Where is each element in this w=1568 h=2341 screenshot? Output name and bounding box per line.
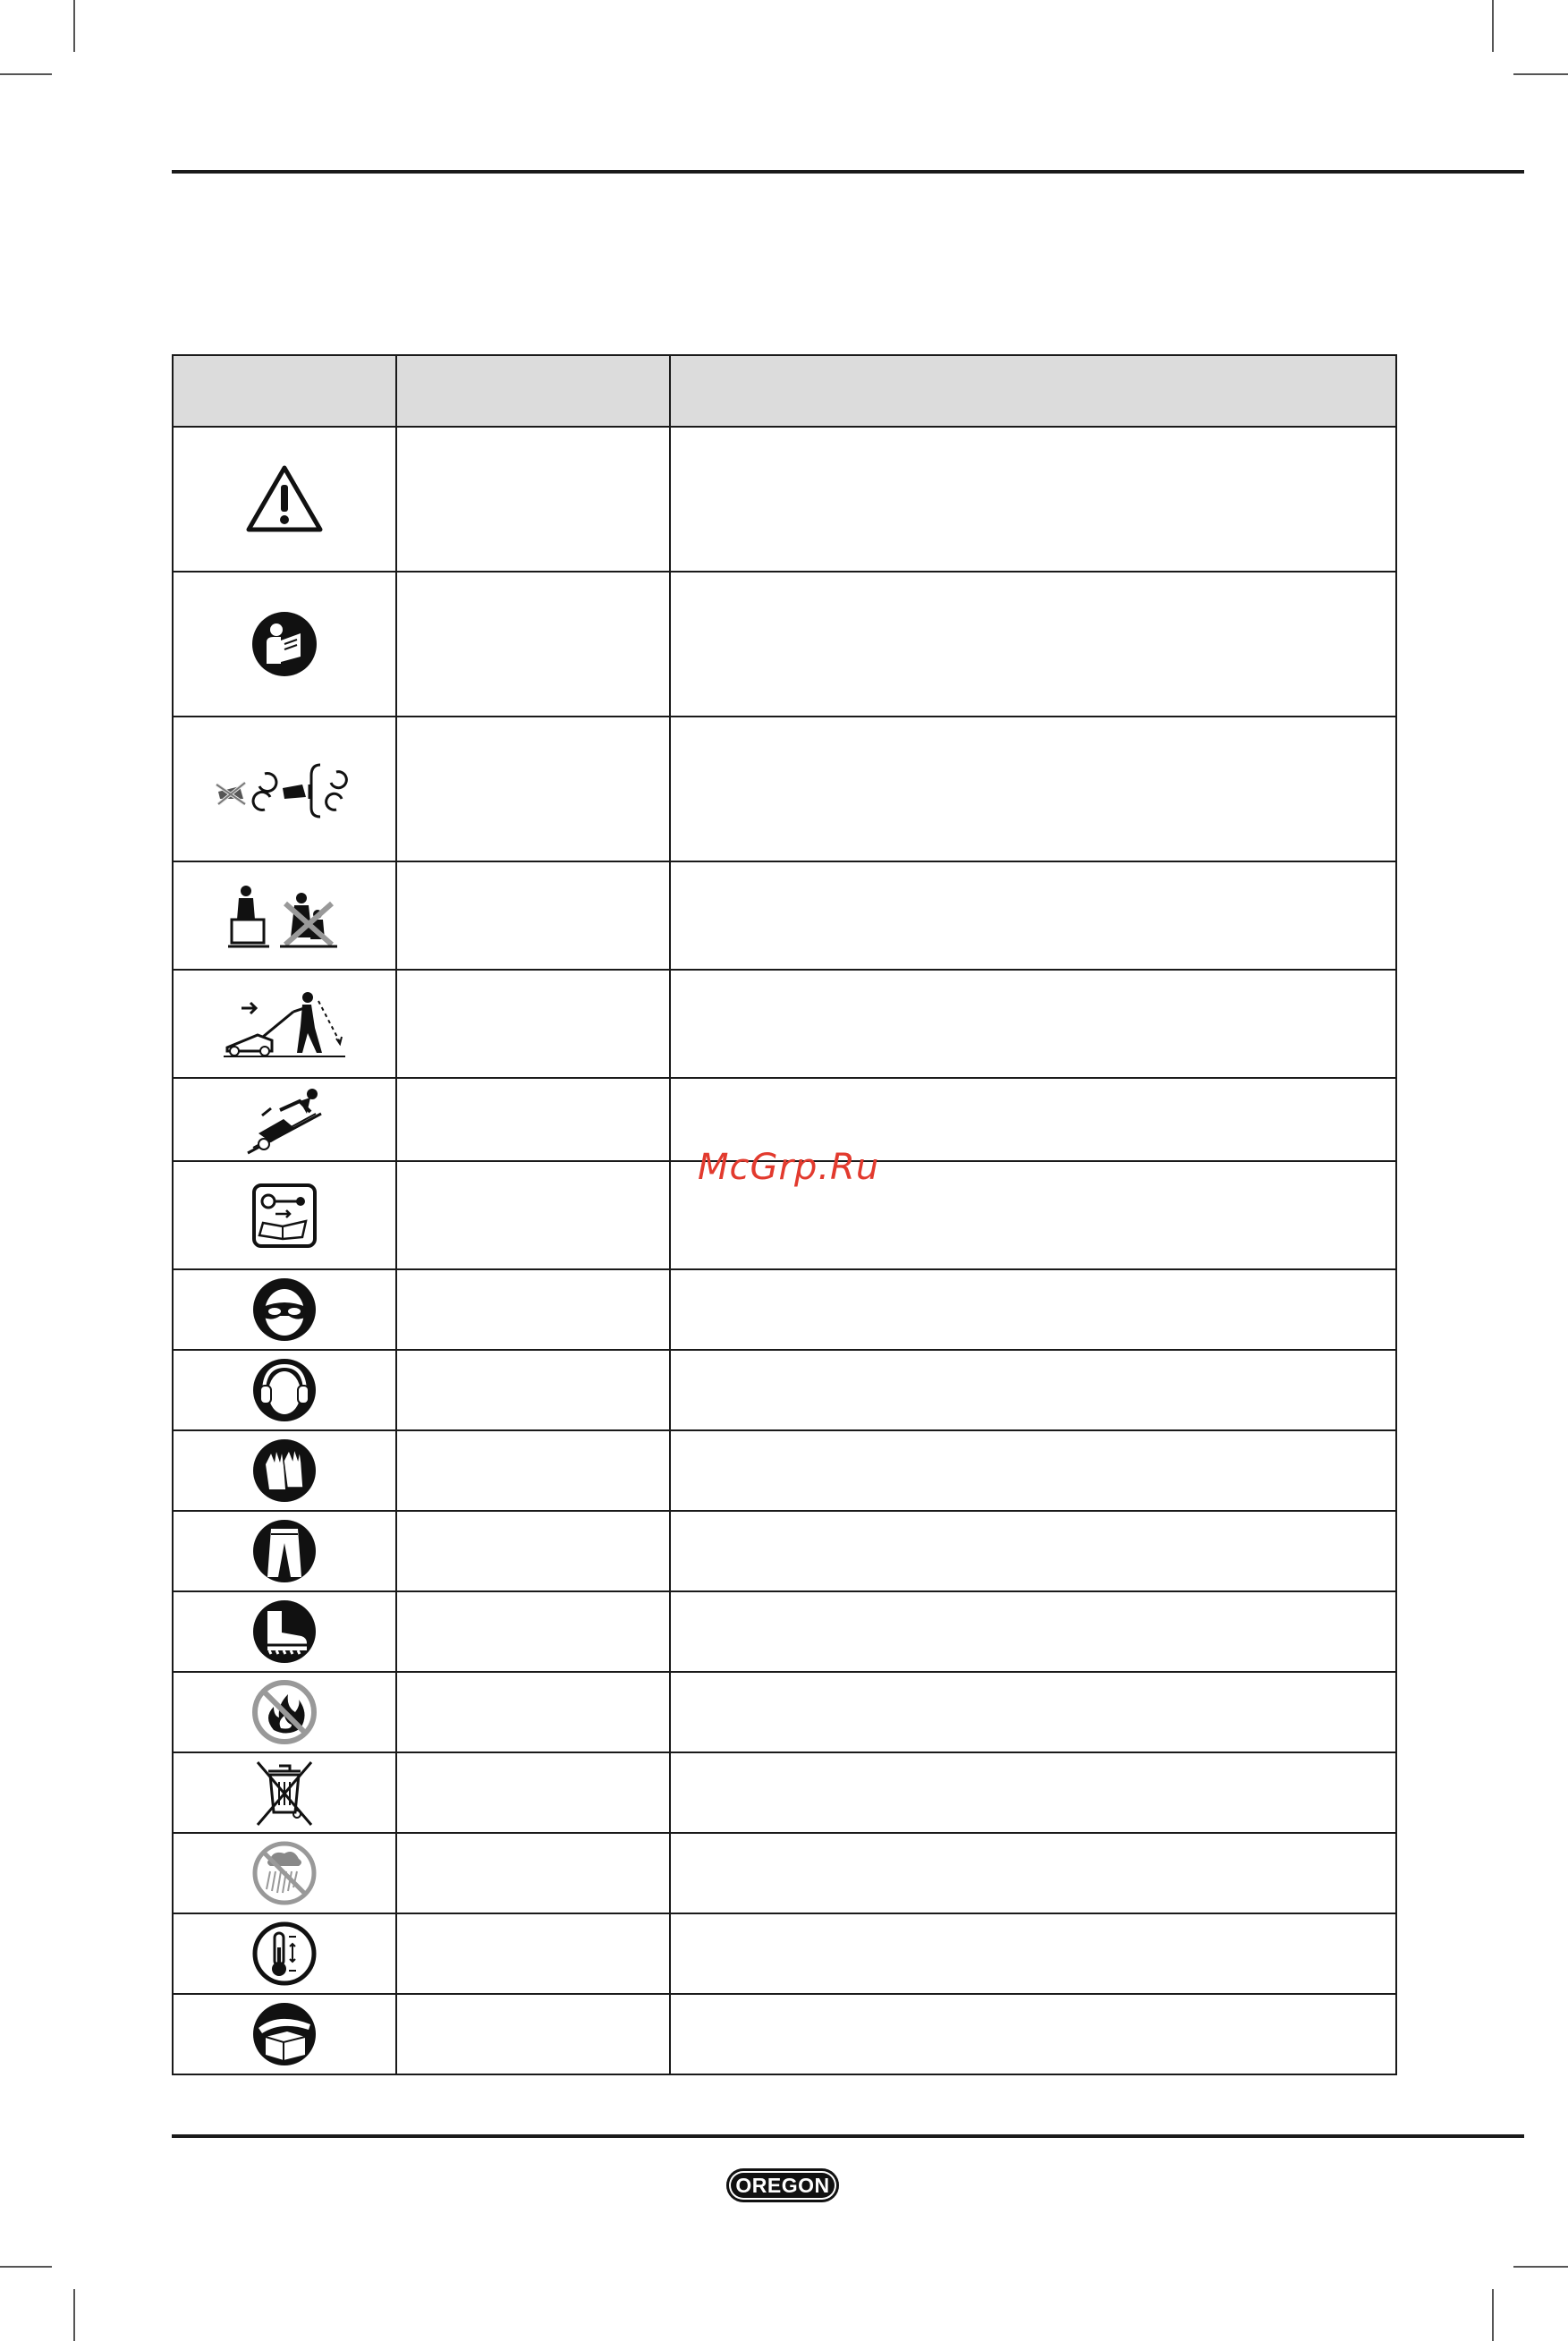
explanation-cell	[670, 1269, 1396, 1350]
table-row	[173, 572, 1396, 717]
crop-mark	[73, 0, 75, 52]
explanation-cell	[670, 861, 1396, 970]
meaning-cell	[396, 861, 670, 970]
symbol-cell	[173, 1994, 396, 2074]
thrown-objects-mower-icon	[174, 988, 395, 1060]
top-rule	[172, 170, 1524, 174]
symbol-cell	[173, 427, 396, 572]
table-row	[173, 1269, 1396, 1350]
meaning-cell	[396, 1833, 670, 1913]
crop-mark	[0, 2266, 52, 2268]
read-manual-icon	[174, 610, 395, 678]
symbol-cell	[173, 970, 396, 1078]
table-row	[173, 717, 1396, 861]
long-trousers-icon	[174, 1518, 395, 1584]
explanation-cell	[670, 717, 1396, 861]
symbols-table	[172, 354, 1397, 2075]
meaning-cell	[396, 1752, 670, 1833]
remove-key-read-manual-icon	[174, 1182, 395, 1250]
explanation-cell	[670, 1913, 1396, 1994]
meaning-cell	[396, 970, 670, 1078]
crop-mark	[1492, 0, 1494, 52]
explanation-cell	[670, 1430, 1396, 1511]
symbol-cell	[173, 861, 396, 970]
symbol-cell	[173, 572, 396, 717]
table-header-row	[173, 355, 1396, 427]
meaning-cell	[396, 1161, 670, 1269]
table-row	[173, 1591, 1396, 1672]
meaning-cell	[396, 1078, 670, 1161]
symbol-cell	[173, 1913, 396, 1994]
meaning-cell	[396, 1994, 670, 2074]
header-explanation	[670, 355, 1396, 427]
meaning-cell	[396, 1672, 670, 1752]
symbol-cell	[173, 1269, 396, 1350]
explanation-cell	[670, 1511, 1396, 1591]
symbol-cell	[173, 1591, 396, 1672]
watermark: McGrp.Ru	[698, 1147, 880, 1188]
meaning-cell	[396, 572, 670, 717]
safety-boots-icon	[174, 1599, 395, 1665]
explanation-cell	[670, 1672, 1396, 1752]
explanation-cell	[670, 427, 1396, 572]
symbol-cell	[173, 1078, 396, 1161]
symbol-cell	[173, 717, 396, 861]
table-row	[173, 1913, 1396, 1994]
meaning-cell	[396, 1913, 670, 1994]
explanation-cell	[670, 1833, 1396, 1913]
explanation-cell	[670, 1752, 1396, 1833]
bottom-rule	[172, 2134, 1524, 2138]
symbol-cell	[173, 1350, 396, 1430]
eye-protection-icon	[174, 1277, 395, 1343]
rotating-blade-hands-icon	[174, 758, 395, 820]
header-symbol	[173, 355, 396, 427]
no-fire-icon	[174, 1678, 395, 1746]
temperature-icon	[174, 1921, 395, 1987]
crop-mark	[73, 2289, 75, 2341]
table-row	[173, 1350, 1396, 1430]
crop-mark	[1492, 2289, 1494, 2341]
table-row	[173, 1672, 1396, 1752]
crop-mark	[1513, 73, 1568, 75]
symbol-cell	[173, 1672, 396, 1752]
weee-bin-icon	[174, 1757, 395, 1828]
meaning-cell	[396, 1591, 670, 1672]
symbol-cell	[173, 1161, 396, 1269]
explanation-cell	[670, 1591, 1396, 1672]
meaning-cell	[396, 717, 670, 861]
meaning-cell	[396, 1350, 670, 1430]
crop-mark	[1513, 2266, 1568, 2268]
symbol-cell	[173, 1430, 396, 1511]
table-row	[173, 970, 1396, 1078]
warning-triangle-icon	[174, 463, 395, 535]
symbol-cell	[173, 1752, 396, 1833]
table-row	[173, 1994, 1396, 2074]
header-meaning	[396, 355, 670, 427]
explanation-cell	[670, 1994, 1396, 2074]
no-rain-icon	[174, 1839, 395, 1907]
symbol-cell	[173, 1511, 396, 1591]
table-row	[173, 861, 1396, 970]
meaning-cell	[396, 1269, 670, 1350]
table-row	[173, 1511, 1396, 1591]
table-row	[173, 1430, 1396, 1511]
ear-protection-icon	[174, 1357, 395, 1423]
table-row	[173, 1833, 1396, 1913]
symbol-cell	[173, 1833, 396, 1913]
gloves-icon	[174, 1438, 395, 1504]
explanation-cell	[670, 572, 1396, 717]
store-covered-icon	[174, 2001, 395, 2067]
explanation-cell	[670, 970, 1396, 1078]
meaning-cell	[396, 1430, 670, 1511]
keep-bystanders-away-icon	[174, 880, 395, 952]
meaning-cell	[396, 427, 670, 572]
slope-hazard-icon	[174, 1083, 395, 1157]
oregon-logo: OREGON	[726, 2168, 839, 2202]
table-row	[173, 427, 1396, 572]
meaning-cell	[396, 1511, 670, 1591]
table-row	[173, 1752, 1396, 1833]
explanation-cell	[670, 1350, 1396, 1430]
crop-mark	[0, 73, 52, 75]
